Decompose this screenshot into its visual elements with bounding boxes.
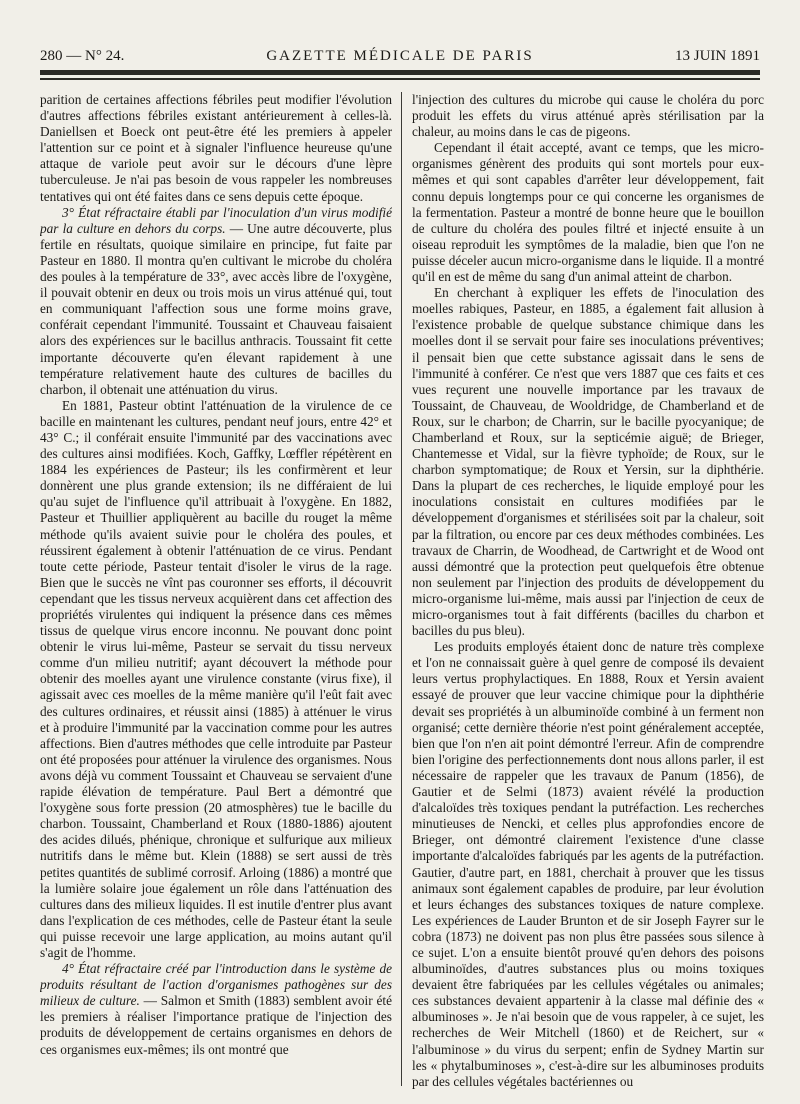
page-header — [40, 44, 760, 72]
paragraph: Les produits employés étaient donc de nature très complexe et l'on ne connaissait guère à quel genre de composé ils devaient leurs vertus prophylactiques. En 1888, Roux et Yersin avaient essayé de prouver que leur vaccine chimique pour la diphthérie devait ses propriétés à un albuminoïde combiné à un ferment non organisé; cette dernière théorie n'est point généralement acceptée, bien que l'on n'en ait point démontré l'erreur. Afin de comprendre bien l'origine des perfectionnements dont nous allons parler, il est nécessaire de rappeler que les travaux de Panum (1856), de Gautier et de Selmi (1873) avaient révélé la production d'alcaloïdes très toxiques pendant la putréfaction. Les recherches minutieuses de Nencki, et celles plus approfondies encore de Brieger, ont démontré clairement l'existence d'une classe importante d'alcaloïdes fabriqués par les agents de la putréfaction. Gautier, d'autre part, en 1881, cherchait à prouver que les tissus animaux sont également capables de produire, par leur évolution et leurs échanges des substances toxiques de nature complexe. Les expériences de Lauder Brunton et de sir Joseph Fayrer sur le cobra (1873) ne doivent pas non plus être passées sous silence à ce sujet. L'on a ensuite bientôt prouvé qu'en dehors des poisons albuminoïdes, d'autres substances plus ou moins toxiques devaient être fabriquées par les cellules végétales ou animales; ces substances devaient appartenir à la classe mal définie des « albuminoses ». Je n'ai besoin que de vous rappeler, à ce sujet, les recherches de Weir Mitchell (1860) et de Reichert, sur « l'albuminose » du virus du serpent; enfin de Sydney Martin sur les « phytalbuminoses », c'est-à-dire sur les albuminoses produits par des cellules végétales bactériennes ou — [412, 639, 764, 1089]
paragraph: parition de certaines affections fébriles peut modifier l'évolution d'autres affections fébriles existant antérieurement à celles-là. Daniellsen et Boeck ont peut-être été les premiers à appeler l'attention sur ce point et à signaler l'influence heureuse qu'une attaque de variole peut avoir sur le décours d'une lèpre tuberculeuse. Je n'ai pas besoin de vous rappeler les nombreuses tentatives qui ont été faites dans ce sens depuis cette époque. — [40, 92, 392, 204]
issue-date: 13 JUIN 1891 — [675, 48, 760, 64]
paragraph: l'injection des cultures du microbe qui cause le choléra du porc produit les effets du virus atténué après stérilisation par la chaleur, au moins dans le cas de pigeons. — [412, 92, 764, 140]
column-divider — [401, 92, 402, 1086]
journal-title: GAZETTE MÉDICALE DE PARIS — [266, 48, 534, 64]
section-paragraph: 4° État réfractaire créé par l'introduction dans le système de produits résultant de l'action d'organismes pathogènes sur des milieux de culture. — Salmon et Smith (1883) semblent avoir été les premiers à réaliser l'importance pratique de l'injection des produits de développement de certains organismes en dehors de ces organismes eux-mêmes; ils ont montré que — [40, 961, 392, 1057]
paragraph: En 1881, Pasteur obtint l'atténuation de la virulence de ce bacille en maintenant les cultures, pendant neuf jours, entre 42° et 43° C.; il conférait ensuite l'immunité par des vaccinations avec des cultures ainsi modifiées. Koch, Gaffky, Lœffler répétèrent en 1884 les expériences de Pasteur; ils les confirmèrent et leur donnèrent une plus grande extension; ils ne différaient de lui qu'au sujet de l'influence qu'il attribuait à l'oxygène. En 1882, Pasteur et Thuillier appliquèrent au bacille du rouget la même méthode qu'ils avaient suivie pour le choléra des poules, et réussirent également à obtenir l'atténuation de ce virus. Pendant toute cette période, Pasteur tentait d'isoler le virus de la rage. Bien que le succès ne vînt pas couronner ses efforts, il découvrit cependant que les tissus nerveux acquièrent dans cet affection des propriétés virulentes qui indiquent la présence dans ces mêmes tissus de quelque virus encore inconnu. Ne pouvant donc point obtenir le virus lui-même, Pasteur se servait du tissu nerveux comme d'un milieu nutritif; ayant découvert la méthode pour obtenir des moelles ayant une virulence constante (virus fixe), il agissait avec ces moelles de la même manière qu'il l'eût fait avec des cultures ordinaires, et réussit ainsi (1885) à atténuer le virus et à produire l'immunité par la vaccination comme pour les autres affections. Bien d'autres méthodes que celle introduite par Pasteur ont été proposées pour atténuer la virulence des organismes. Nous avons déjà vu comment Toussaint et Chauveau se servaient d'une rapide élévation de température. Paul Bert a démontré que l'oxygène sous forte pression (20 atmosphères) tue le bacille du charbon. Toussaint, Chamberland et Roux (1880-1886) ajoutent des acides dilués, phénique, chronique et sulfurique aux milieux nutritifs dans le même but. Klein (1888) se sert aussi de très petites quantités de sublimé corrosif. Arloing (1886) a montré que la lumière solaire joue également un rôle dans l'atténuation des cultures dans des milieux liquides. Il est inutile d'entrer plus avant dans l'explication de ces méthodes, celle de Pasteur étant la seule qui puisse recevoir une large application, au moins autant qu'il s'agit de l'homme. — [40, 397, 392, 960]
paragraph: Cependant il était accepté, avant ce temps, que les micro-organismes génèrent des produits qui sont mortels pour eux-mêmes et qui sont capables d'arrêter leur développement, fait connu depuis longtemps pour ce qui concerne les organismes de la fermentation. Pasteur a montré de bonne heure que le bouillon de culture du choléra des poules filtré et injecté ensuite à un oiseau reproduit les symptômes de la maladie, bien que l'on ne puisse déceler aucun micro-organisme dans le liquide. Il a montré qu'il en est de même du sang d'un animal atteint de charbon. — [412, 140, 764, 285]
paragraph: En cherchant à expliquer les effets de l'inoculation des moelles rabiques, Pasteur, en 1885, a également fait allusion à l'existence probable de quelque substance chimique dans les moelles dont il se servait pour faire ses inoculations préventives; il pensait bien que cette substance agissait dans le sens de l'immunité à conférer. Ce n'est que vers 1887 que ces faits et ces vues reçurent une nouvelle importance par les travaux de Toussaint, de Chauveau, de Wooldridge, de Chamberland et de Roux, sur le charbon; de Charrin, sur le bacille pyocyanique; de Chamberland et Roux, sur la septicémie aiguë; de Brieger, Chantemesse et Vidal, sur la fièvre typhoïde; de Roux, sur le charbon symptomatique; de Roux et Yersin, sur la diphthérie. Dans la plupart de ces recherches, le liquide employé pour les inoculations consistait en cultures modifiées par le développement d'organismes et stérilisées soit par la chaleur, soit par la filtration, ou encore par ces deux méthodes combinées. Les travaux de Charrin, de Woodhead, de Cartwright et de Wood ont aussi démontré que la protection peut quelquefois être obtenue non seulement par l'injection des produits de développement du micro-organisme lui-même, mais aussi par l'injection de ceux de micro-organismes tout à fait différents (bacilles du charbon et bacilles du pus bleu). — [412, 285, 764, 639]
page-number: 280 — N° 24. — [40, 48, 125, 64]
section-title: 3° État réfractaire établi par l'inoculation d'un virus modifié par la culture en dehors du corps. — [40, 204, 392, 236]
header-rule-thin — [40, 78, 760, 80]
section-title: 4° État réfractaire créé par l'introduction dans le système de produits résultant de l'action d'organismes pathogènes sur des milieux de culture. — [40, 961, 392, 1009]
header-rule-thick — [40, 70, 760, 75]
section-paragraph: 3° État réfractaire établi par l'inoculation d'un virus modifié par la culture en dehors du corps. — Une autre découverte, plus fertile en résultats, quoique similaire en principe, fut faite par Pasteur en 1880. Il montra qu'en cultivant le microbe du choléra des poules à la température de 33°, avec accès libre de l'oxygène, il pouvait obtenir en deux ou trois mois un virus atténué qui, tout en communiquant l'affection sous une forme moins grave, conférait cependant l'immunité. Toussaint et Chauveau faisaient alors des expériences sur le bacillus anthracis. Toussaint fit cette importante découverte qu'en élevant rapidement à une température relativement haute des cultures de bacilles du charbon, il obtenait une atténuation du virus. — [40, 204, 392, 397]
left-column — [40, 92, 392, 1092]
right-column — [412, 92, 764, 1092]
